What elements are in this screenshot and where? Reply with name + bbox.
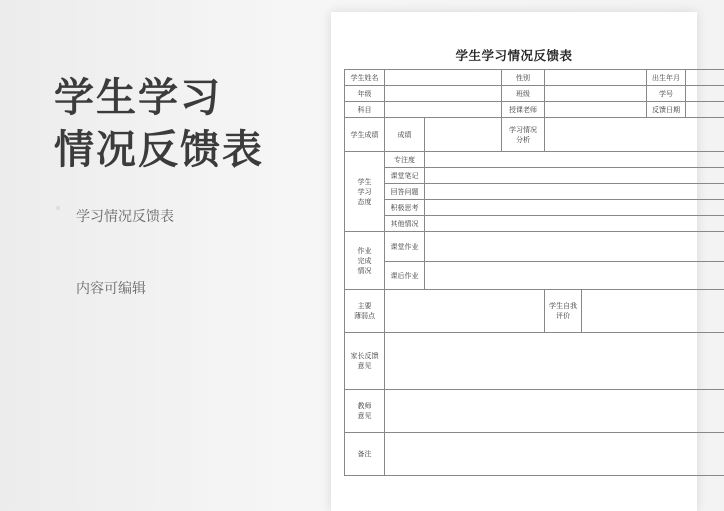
remarks-label: 备注 (345, 433, 385, 476)
homework-label-line-3: 情况 (357, 266, 372, 275)
student-id-label: 学号 (647, 86, 686, 102)
attitude-item-thinking: 积极思考 (385, 200, 425, 216)
attitude-item-focus: 专注度 (385, 152, 425, 168)
editable-note: 内容可编辑 (76, 281, 146, 297)
gender-value[interactable] (545, 70, 647, 86)
weak-points-label-line-2: 薄弱点 (354, 312, 375, 320)
homework-label-line-2: 完成 (357, 256, 372, 265)
self-evaluation-label-line-2: 评价 (556, 312, 570, 320)
class-label: 班级 (502, 86, 545, 102)
self-evaluation-label-line-1: 学生自我 (549, 302, 577, 310)
attitude-label-line-2: 学习 (357, 187, 372, 196)
grade-value[interactable] (385, 86, 502, 102)
weak-points-value[interactable] (385, 290, 545, 333)
attitude-item-answer: 回答问题 (385, 184, 425, 200)
parent-feedback-value[interactable] (385, 333, 724, 390)
homework-label-line-1: 作业 (357, 246, 372, 255)
homework-class-value[interactable] (425, 232, 724, 262)
homework-item-after: 课后作业 (385, 262, 425, 290)
attitude-item-other: 其他情况 (385, 216, 425, 232)
parent-feedback-label (345, 333, 385, 390)
student-name-value[interactable] (385, 70, 502, 86)
page-title-line-1: 学生学习 (54, 75, 222, 121)
gender-label: 性别 (502, 70, 545, 86)
teacher-opinion-label-line-2: 意见 (357, 412, 372, 420)
grade-label: 年级 (345, 86, 385, 102)
document-title: 学生学习情况反馈表 (455, 48, 573, 63)
feedback-date-label: 反馈日期 (647, 102, 686, 118)
weak-points-label (345, 290, 385, 333)
score-value[interactable] (425, 118, 502, 152)
analysis-label-line-2: 分析 (516, 135, 530, 144)
student-id-value[interactable] (686, 86, 724, 102)
analysis-label (502, 118, 545, 152)
class-value[interactable] (545, 86, 647, 102)
teacher-opinion-value[interactable] (385, 390, 724, 433)
attitude-label-line-1: 学生 (357, 177, 372, 186)
homework-label (345, 232, 385, 290)
attitude-focus-value[interactable] (425, 152, 724, 168)
homework-after-value[interactable] (425, 262, 724, 290)
parent-feedback-label-line-2: 意见 (357, 362, 372, 370)
bullet-dot (56, 206, 60, 210)
teacher-label: 授课老师 (502, 102, 545, 118)
attitude-label (345, 152, 385, 232)
page-title (54, 72, 264, 176)
attitude-item-notes: 课堂笔记 (385, 168, 425, 184)
score-label: 成绩 (385, 118, 425, 152)
attitude-thinking-value[interactable] (425, 200, 724, 216)
homework-item-class: 课堂作业 (385, 232, 425, 262)
feedback-date-value[interactable] (686, 102, 724, 118)
attitude-notes-value[interactable] (425, 168, 724, 184)
attitude-answer-value[interactable] (425, 184, 724, 200)
page-subtitle: 学习情况反馈表 (76, 209, 174, 225)
attitude-label-line-3: 态度 (357, 197, 372, 206)
page-title-line-2: 情况反馈表 (54, 127, 264, 173)
subject-label: 科目 (345, 102, 385, 118)
attitude-other-value[interactable] (425, 216, 724, 232)
teacher-opinion-label-line-1: 教师 (357, 402, 372, 410)
parent-feedback-label-line-1: 家长反馈 (350, 352, 379, 360)
birth-label: 出生年月 (647, 70, 686, 86)
teacher-opinion-label (345, 390, 385, 433)
teacher-value[interactable] (545, 102, 647, 118)
feedback-form-table (344, 69, 724, 476)
document-preview (331, 12, 697, 511)
birth-value[interactable] (686, 70, 724, 86)
analysis-label-line-1: 学习情况 (509, 125, 537, 134)
student-name-label: 学生姓名 (345, 70, 385, 86)
student-score-label: 学生成绩 (345, 118, 385, 152)
subject-value[interactable] (385, 102, 502, 118)
self-evaluation-label (545, 290, 582, 333)
weak-points-label-line-1: 主要 (357, 302, 372, 310)
remarks-value[interactable] (385, 433, 724, 476)
analysis-value[interactable] (545, 118, 724, 152)
self-evaluation-value[interactable] (582, 290, 724, 333)
